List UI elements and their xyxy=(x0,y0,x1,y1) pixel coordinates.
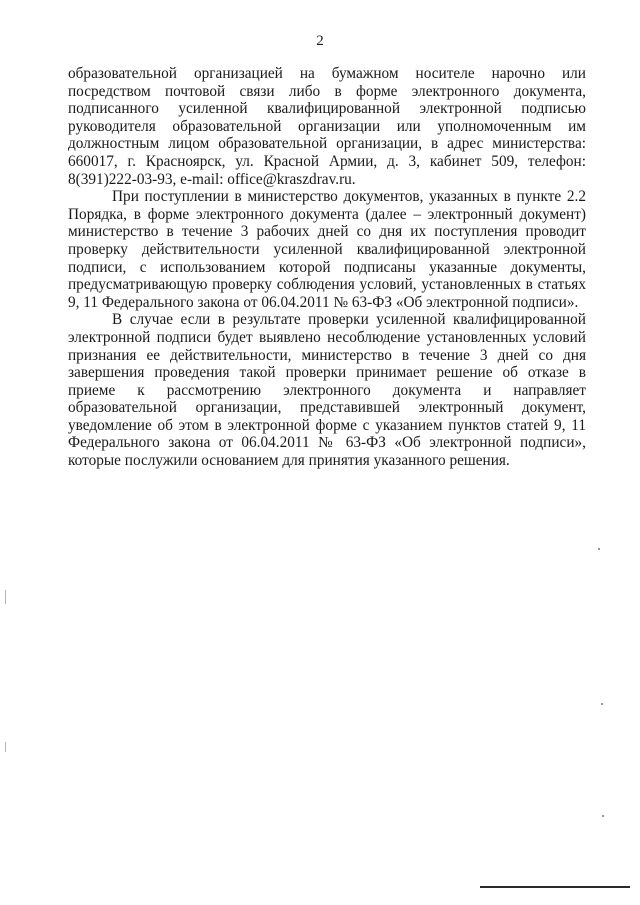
paragraph-electronic-verification: При поступлении в министерство документов, указанных в пункте 2.2 Порядка, в форме электронного документа (далее – электронный документ) министерство в течение 3 рабочих дней со дня их поступления проводит проверку действительности усиленной квалифицированной электронной подписи, с использованием которой подписаны указанные документы, предусматривающую проверку соблюдения условий, установленных в статьях 9, 11 Федерального закона от 06.04.2011 № 63-ФЗ «Об электронной подписи». xyxy=(68,188,586,311)
scan-speck xyxy=(602,815,604,817)
paragraph-continuation: образовательной организацией на бумажном носителе нарочно или посредством почтовой связи либо в форме электронного документа, подписанного усиленной квалифицированной электронной подписью руководителя образовательной организации или уполномоченным им должностным лицом образовательной организации, в адрес министерства: 660017, г. Красноярск, ул. Красной Армии, д. 3, кабинет 509, телефон: 8(391)222-03-93, e-mail: office@kraszdrav.ru. xyxy=(68,65,586,188)
document-body xyxy=(68,65,586,470)
scan-edge-mark xyxy=(5,590,6,604)
scan-speck xyxy=(601,703,603,705)
bottom-rule xyxy=(480,886,630,888)
scan-edge-mark xyxy=(5,742,6,752)
paragraph-refusal-decision: В случае если в результате проверки усиленной квалифицированной электронной подписи будет выявлено несоблюдение установленных условий признания ее действительности, министерство в течение 3 дней со дня завершения проведения такой проверки принимает решение об отказе в приеме к рассмотрению электронного документа и направляет образовательной организации, представившей электронный документ, уведомление об этом в электронной форме с указанием пунктов статей 9, 11 Федерального закона от 06.04.2011 № 63-ФЗ «Об электронной подписи», которые послужили основанием для принятия указанного решения. xyxy=(68,311,586,470)
page-number: 2 xyxy=(316,33,324,49)
scan-speck xyxy=(598,548,600,550)
